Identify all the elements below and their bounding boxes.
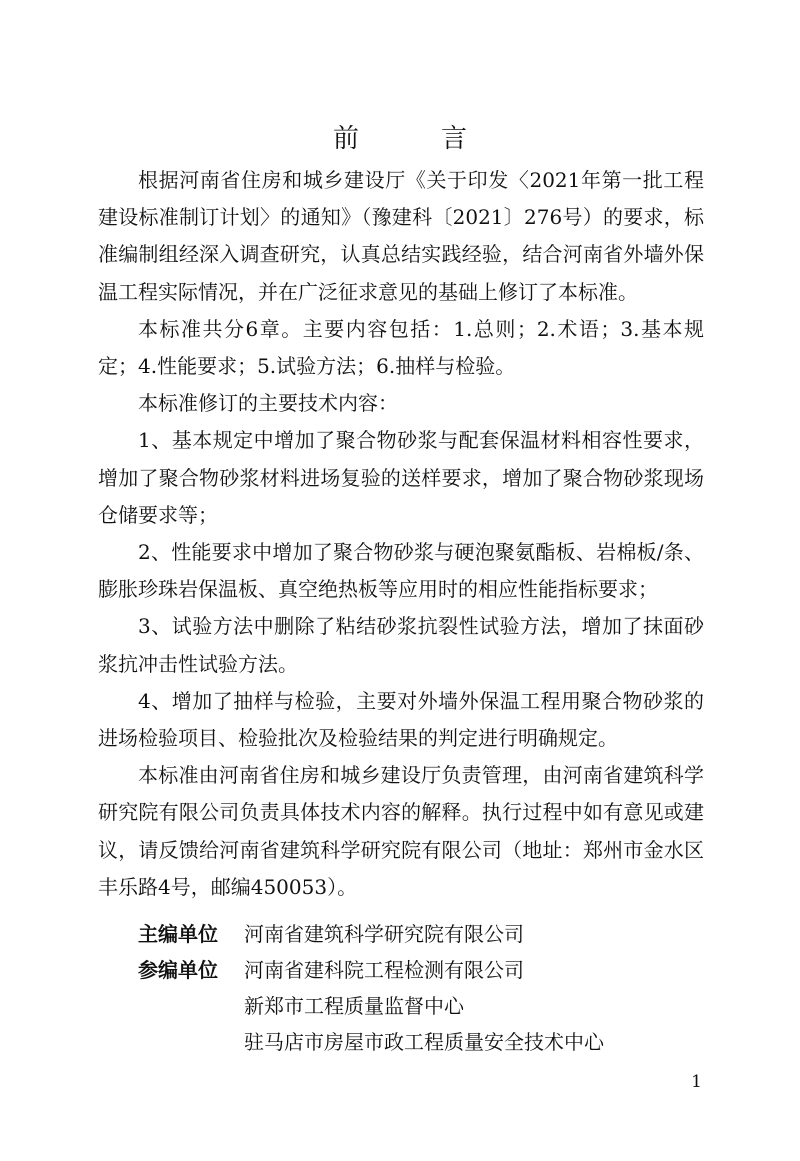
chief-editor-name: 河南省建筑科学研究院有限公司 <box>244 922 524 946</box>
paragraph-revision-item-2: 2、性能要求中增加了聚合物砂浆与硬泡聚氨酯板、岩棉板/条、膨胀珍珠岩保温板、真空绝热板等应用时的相应性能指标要求； <box>98 540 704 602</box>
paragraph-revision-intro: 本标准修订的主要技术内容： <box>138 391 398 416</box>
editing-units <box>138 916 698 1060</box>
preface-body <box>98 162 704 906</box>
participant-name: 驻马店市房屋市政工程质量安全技术中心 <box>244 1030 604 1054</box>
participants-row <box>138 952 698 1060</box>
participants-label: 参编单位 <box>138 958 218 982</box>
page-title: 前 言 <box>332 124 495 154</box>
paragraph-chapters: 本标准共分6章。主要内容包括：1.总则；2.术语；3.基本规定；4.性能要求；5.试验方法；6.抽样与检验。 <box>98 316 704 379</box>
paragraph-revision-item-3: 3、试验方法中删除了粘结砂浆抗裂性试验方法，增加了抹面砂浆抗冲击性试验方法。 <box>98 614 704 676</box>
chief-editor-label: 主编单位 <box>138 922 218 946</box>
participant-name: 河南省建科院工程检测有限公司 <box>244 958 524 982</box>
participants-names <box>244 952 604 1060</box>
paragraph-revision-item-1: 1、基本规定中增加了聚合物砂浆与配套保温材料相容性要求，增加了聚合物砂浆材料进场复验的送样要求，增加了聚合物砂浆现场仓储要求等； <box>98 428 704 527</box>
chief-editor-names <box>244 916 524 952</box>
chief-editor-row <box>138 916 698 952</box>
paragraph-revision-item-4: 4、增加了抽样与检验，主要对外墙外保温工程用聚合物砂浆的进场检验项目、检验批次及检验结果的判定进行明确规定。 <box>98 688 704 751</box>
paragraph-management: 本标准由河南省住房和城乡建设厅负责管理，由河南省建筑科学研究院有限公司负责具体技术内容的解释。执行过程中如有意见或建议，请反馈给河南省建筑科学研究院有限公司（地址：郑州市金水区丰乐路4号，邮编450053）。 <box>98 763 704 899</box>
paragraph-basis: 根据河南省住房和城乡建设厅《关于印发〈2021年第一批工程建设标准制订计划〉的通知》（豫建科〔2021〕276号）的要求，标准编制组经深入调查研究，认真总结实践经验，结合河南省外墙外保温工程实际情况，并在广泛征求意见的基础上修订了本标准。 <box>98 168 704 304</box>
page-number: 1 <box>691 1072 702 1092</box>
participant-name: 新郑市工程质量监督中心 <box>244 994 464 1018</box>
